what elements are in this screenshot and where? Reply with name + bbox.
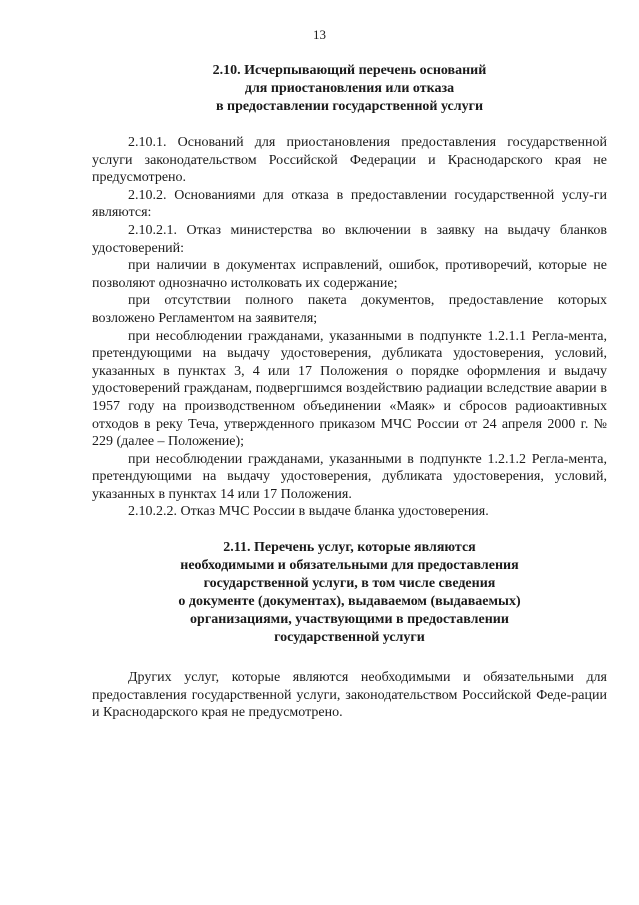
section-2-10-heading-line: в предоставлении государственной услуги [215,99,484,114]
paragraph-incomplete-package: при отсутствии полного пакета документов, предоставление которых возложено Регламентом на заявителя; [92,293,607,326]
section-2-11-heading-line: государственной услуги, в том числе сведения [203,576,496,592]
paragraph-other-services: Других услуг, которые являются необходимыми и обязательными для предоставления государственной услуги, законодательством Российской Феде-рации и Краснодарского края не предусмотрено. [92,670,607,721]
section-2-10-heading-line: для приостановления или отказа [244,81,455,96]
paragraph-noncompliance-1-2-1-1: при несоблюдении гражданами, указанными в подпункте 1.2.1.1 Регла-мента, претендующими на выдачу удостоверения, дубликата удостоверения, условий, указанных в пунктах 3, 4 или 17 Положения о порядке оформления и выдачу удостоверений гражданам, подвергшимся воздействию радиации вследствие аварии в 1957 году на производственном объединении «Маяк» и сбросов радиоактивных отходов в реку Теча, утвержденного приказом МЧС России от 24 апреля 2000 г. № 229 (далее – Положение); [92,328,607,450]
section-2-10-heading-line: 2.10. Исчерпывающий перечень оснований [212,63,487,78]
section-2-11-heading-line: 2.11. Перечень услуг, которые являются [223,540,476,556]
page-number: 13 [313,27,326,42]
paragraph-noncompliance-1-2-1-2: при несоблюдении гражданами, указанными в подпункте 1.2.1.2 Регла-мента, претендующими на выдачу удостоверения, дубликата удостоверения, условий, указанных в пунктах 14 или 17 Положения. [92,451,607,502]
section-2-11-heading-line: организациями, участвующими в предоставлении [190,612,509,628]
paragraph-2-10-2: 2.10.2. Основаниями для отказа в предоставлении государственной услу-ги являются: [92,187,607,221]
section-2-11-heading [92,539,607,647]
paragraph-2-10-2-1: 2.10.2.1. Отказ министерства во включении в заявку на выдачу бланков удостоверений: [92,222,607,256]
paragraph-corrections: при наличии в документах исправлений, ошибок, противоречий, которые не позволяют однозначно истолковать их содержание; [92,258,607,291]
paragraph-2-10-1: 2.10.1. Оснований для приостановления предоставления государственной услуги законодательством Российской Федерации и Краснодарского края не предусмотрено. [92,135,607,186]
section-2-11-heading-line: о документе (документах), выдаваемом (выдаваемых) [178,594,521,610]
section-2-10-heading [92,62,607,116]
section-2-11-heading-line: государственной услуги [274,630,425,646]
paragraph-2-10-2-2: 2.10.2.2. Отказ МЧС России в выдаче бланка удостоверения. [128,504,489,520]
section-2-11-heading-line: необходимыми и обязательными для предоставления [180,558,519,574]
document-body [92,62,607,722]
